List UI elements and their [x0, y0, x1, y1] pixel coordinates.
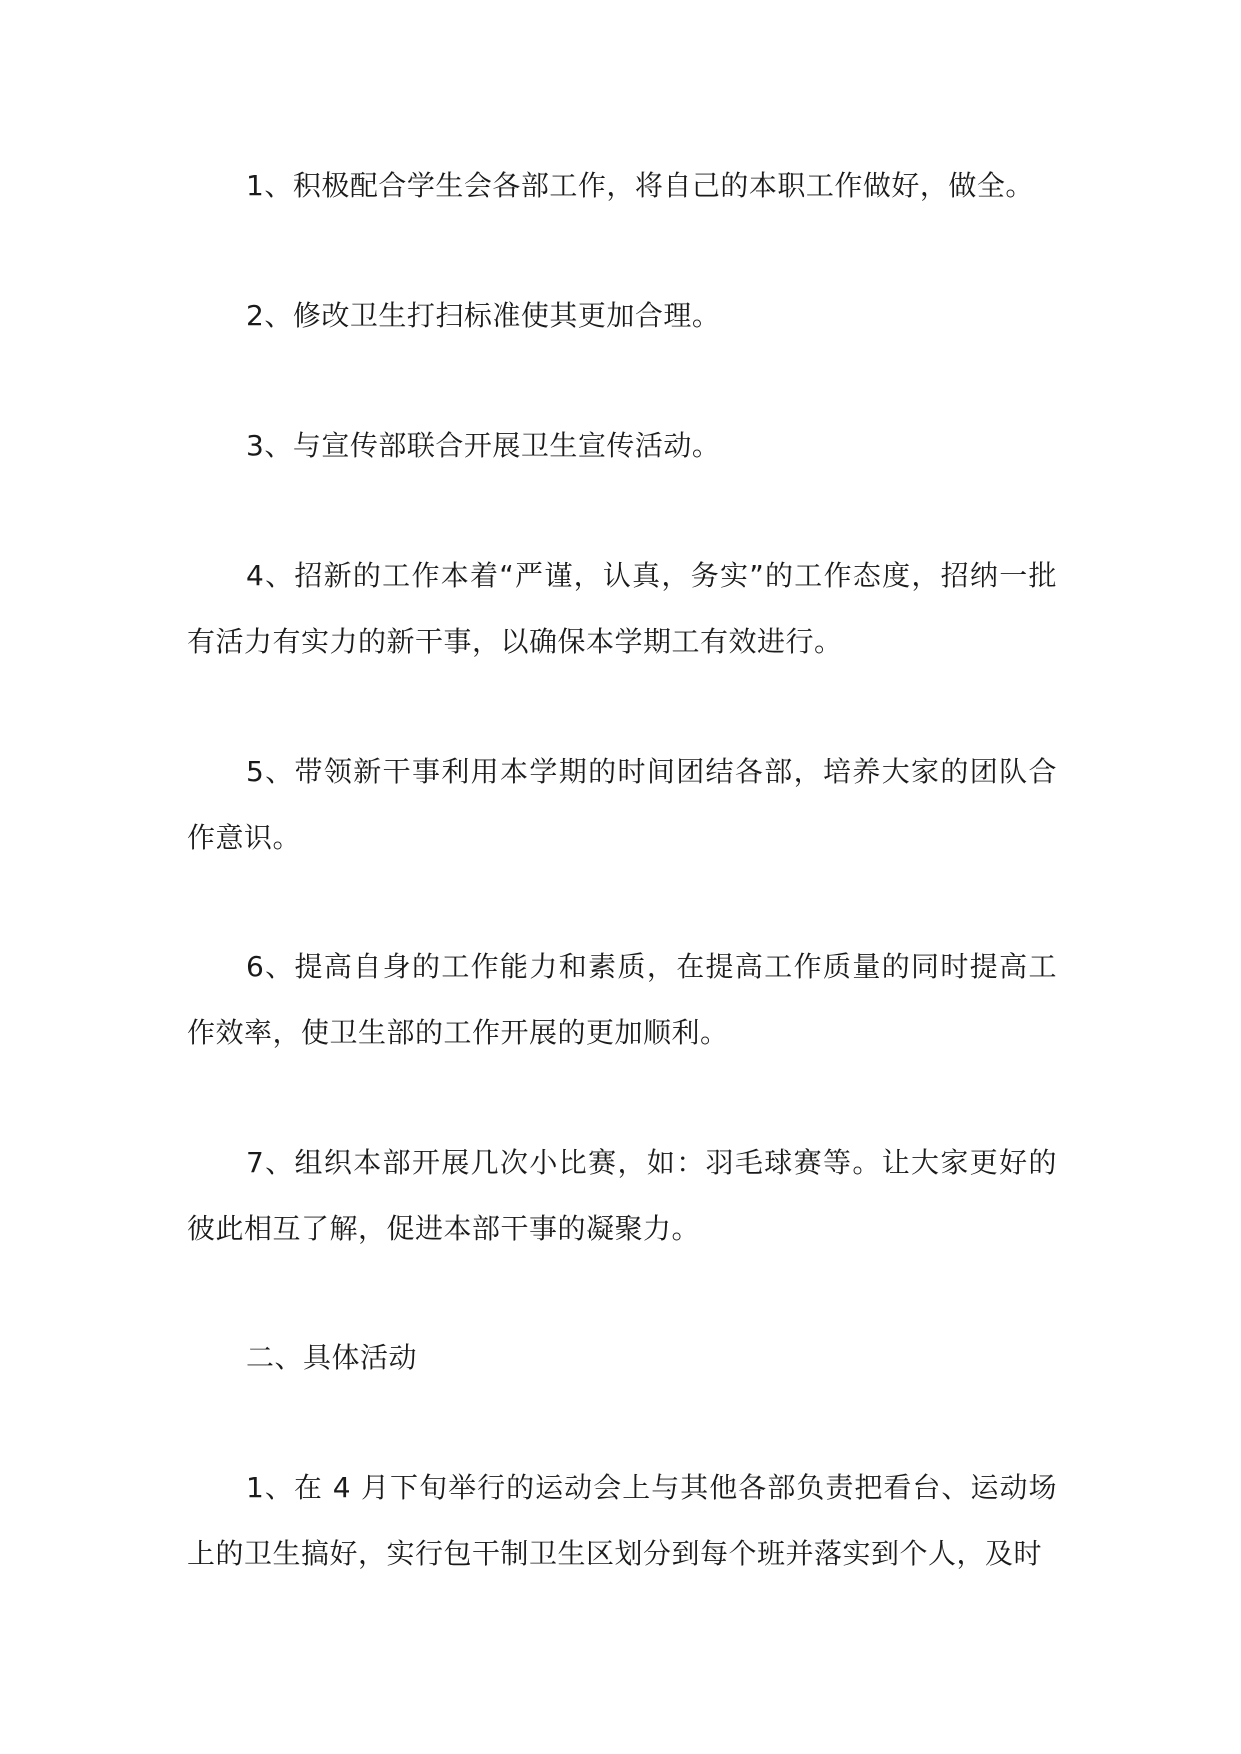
- paragraph-goal-4: 4、招新的工作本着“严谨，认真，务实”的工作态度，招纳一批有活力有实力的新干事，以确保本学期工有效进行。: [187, 559, 1057, 658]
- paragraph-goal-3: 3、与宣传部联合开展卫生宣传活动。: [246, 429, 721, 462]
- paragraph-goal-6: 6、提高自身的工作能力和素质，在提高工作质量的同时提高工作效率，使卫生部的工作开展的更加顺利。: [187, 950, 1057, 1049]
- paragraph-goal-7: 7、组织本部开展几次小比赛，如：羽毛球赛等。让大家更好的彼此相互了解，促进本部干事的凝聚力。: [187, 1146, 1057, 1245]
- paragraph-activity-1: 1、在 4 月下旬举行的运动会上与其他各部负责把看台、运动场上的卫生搞好，实行包干制卫生区划分到每个班并落实到个人，及时: [187, 1471, 1057, 1570]
- paragraph-goal-2: 2、修改卫生打扫标准使其更加合理。: [246, 299, 721, 332]
- paragraph-goal-1: 1、积极配合学生会各部工作，将自己的本职工作做好，做全。: [246, 169, 1034, 202]
- paragraph-goal-5: 5、带领新干事利用本学期的时间团结各部，培养大家的团队合作意识。: [187, 755, 1057, 854]
- section-heading: 二、具体活动: [246, 1341, 418, 1374]
